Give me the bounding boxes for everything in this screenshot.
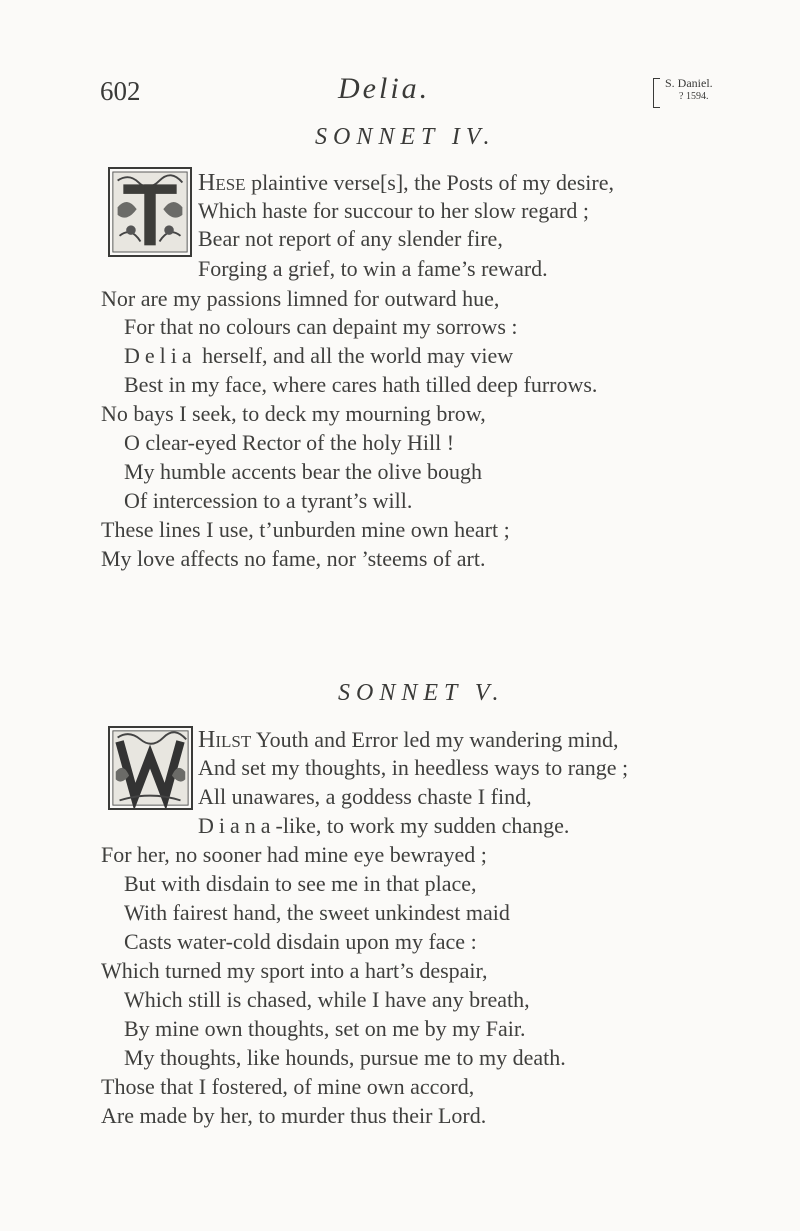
attribution-author: S. Daniel.	[665, 76, 713, 90]
sonnet-v-line-1: Hilst Youth and Error led my wandering mind,	[198, 727, 619, 753]
sonnet-iv-line-11: My humble accents bear the olive bough	[124, 459, 483, 484]
sonnet-v-line-12: My thoughts, like hounds, pursue me to my death.	[124, 1045, 566, 1070]
attribution-date: ? 1594.	[679, 91, 709, 102]
sonnet-v-line-3: All unawares, a goddess chaste I find,	[198, 784, 532, 809]
diana-name: Diana	[198, 813, 276, 838]
sonnet-iv-line-12: Of intercession to a tyrant’s will.	[124, 488, 413, 513]
sonnet-iv-line-13: These lines I use, t’unburden mine own heart ;	[101, 517, 510, 542]
sonnet-iv-line-14: My love affects no fame, nor ’steems of art.	[101, 546, 486, 571]
sonnet-iv-line-5: Nor are my passions limned for outward hue,	[101, 286, 500, 311]
attribution-bracket	[653, 78, 660, 108]
sonnet-iv-line-4: Forging a grief, to win a fame’s reward.	[198, 256, 548, 281]
sonnet-v-line-8: Casts water-cold disdain upon my face :	[124, 929, 477, 954]
sonnet-iv-line-6: For that no colours can depaint my sorrows :	[124, 314, 518, 339]
sonnet-v-line-5: For her, no sooner had mine eye bewrayed ;	[101, 842, 487, 867]
dropcap-ornament-t	[108, 167, 192, 257]
delia-name: Delia	[124, 343, 197, 368]
attribution	[665, 76, 713, 104]
sonnet-v-line-6: But with disdain to see me in that place,	[124, 871, 477, 896]
sonnet-v-line-7: With fairest hand, the sweet unkindest maid	[124, 900, 510, 925]
sonnet-iv-line-2: Which haste for succour to her slow regard ;	[198, 198, 589, 223]
page-number: 602	[100, 76, 141, 106]
sonnet-v-line-14: Are made by her, to murder thus their Lord.	[101, 1103, 487, 1128]
sonnet-iv-title: SONNET IV.	[315, 124, 496, 150]
sonnet-iv-line-10: O clear-eyed Rector of the holy Hill !	[124, 430, 455, 455]
sonnet-v-first-word: Hilst	[198, 727, 252, 753]
ornament-w-icon	[110, 728, 191, 808]
sonnet-v-line-13: Those that I fostered, of mine own accord,	[101, 1074, 475, 1099]
sonnet-iv-line-1: Hese plaintive verse[s], the Posts of my desire,	[198, 170, 614, 196]
sonnet-v-line-10: Which still is chased, while I have any breath,	[124, 987, 530, 1012]
ornament-t-icon	[110, 169, 190, 255]
sonnet-iv-line-3: Bear not report of any slender fire,	[198, 226, 503, 251]
sonnet-iv-line-8: Best in my face, where cares hath tilled deep furrows.	[124, 372, 598, 397]
running-header	[0, 72, 800, 112]
sonnet-v-title: SONNET V.	[338, 680, 505, 706]
dropcap-ornament-w	[108, 726, 193, 810]
sonnet-v-line-11: By mine own thoughts, set on me by my Fair.	[124, 1016, 526, 1041]
sonnet-v-line-4: Diana-like, to work my sudden change.	[198, 813, 570, 838]
sonnet-iv-line-7: Delia herself, and all the world may view	[124, 343, 514, 368]
sonnet-v-line-2: And set my thoughts, in heedless ways to range ;	[198, 755, 629, 780]
sonnet-v-line-9: Which turned my sport into a hart’s despair,	[101, 958, 488, 983]
sonnet-iv-first-word: Hese	[198, 170, 246, 196]
running-title: Delia.	[338, 72, 431, 105]
sonnet-iv-line-9: No bays I seek, to deck my mourning brow,	[101, 401, 486, 426]
